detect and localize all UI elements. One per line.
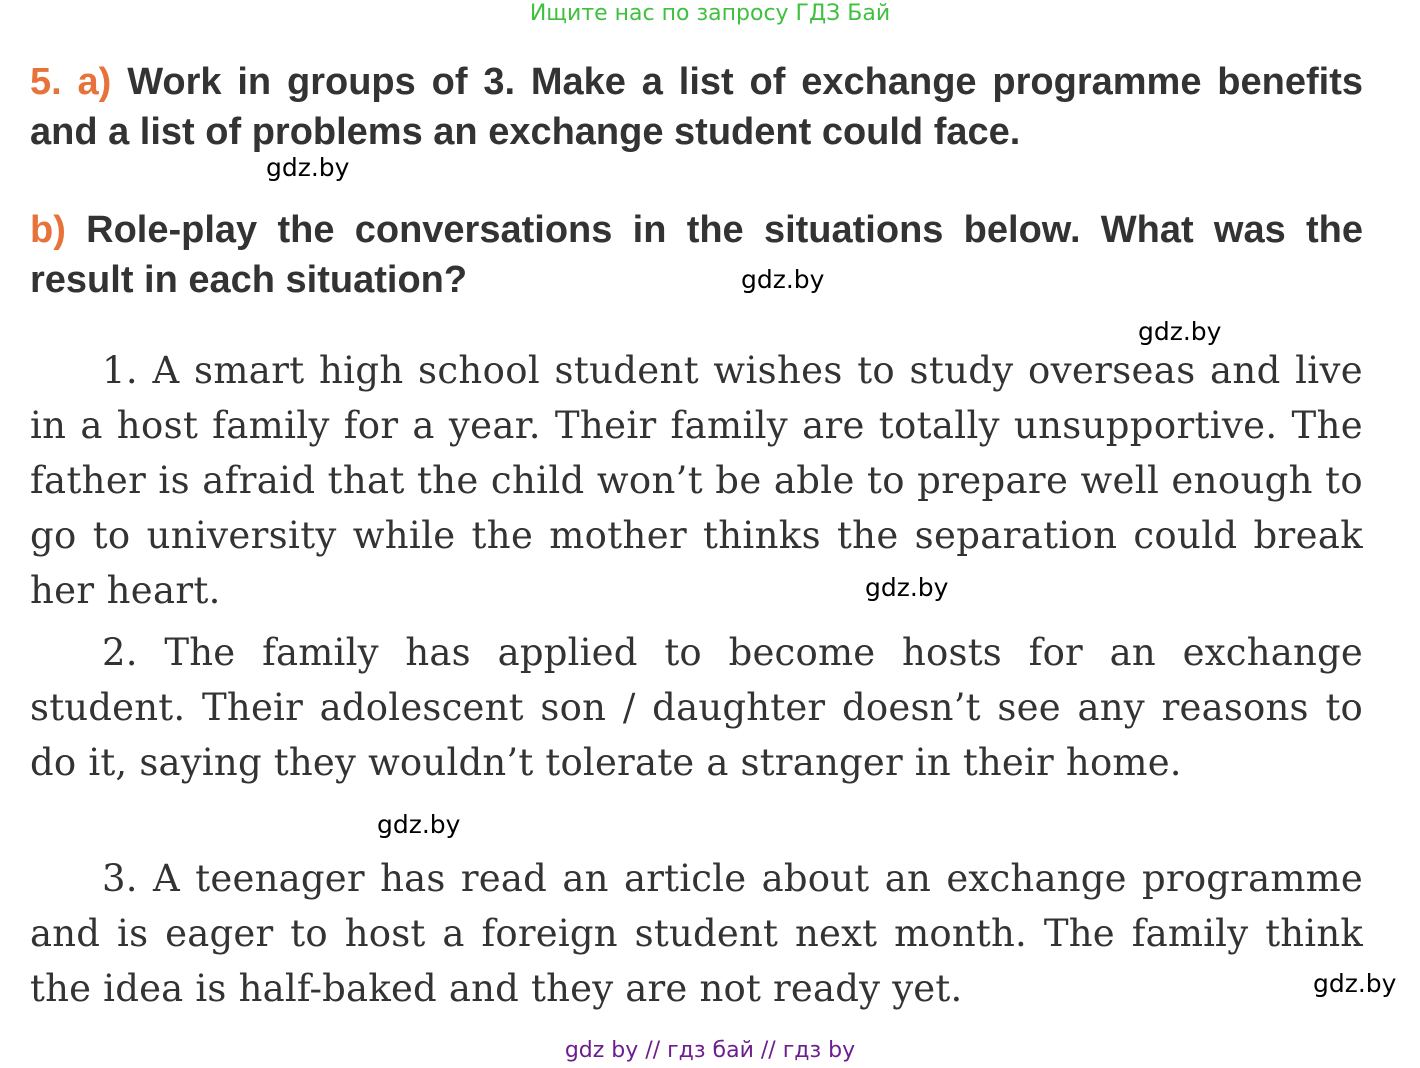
task-5b-text: Role-play the conversations in the situations below. What was the result in each situation? <box>30 209 1364 301</box>
top-banner: Ищите нас по запросу ГДЗ Бай <box>529 1 891 26</box>
watermark: gdz.by <box>1313 969 1397 998</box>
situation-1: 1. A smart high school student wishes to study overseas and live in a host family for a year. Their family are totally unsupportive. The father is afraid that the child won’t be able to prepare well enough to go to university while the mother thinks the separation could break her heart. <box>30 349 1363 612</box>
task-5b <box>30 205 1363 305</box>
watermark: gdz.by <box>266 153 350 182</box>
watermark: gdz.by <box>865 573 949 602</box>
footer-links: gdz by // гдз бай // гдз by <box>564 1038 856 1063</box>
task-5a-text: Work in groups of 3. Make a list of exchange programme benefits and a list of problems an exchange student could face. <box>30 61 1363 153</box>
task-5a <box>30 57 1363 157</box>
task-5a-number: 5. a) <box>30 61 112 103</box>
watermark: gdz.by <box>741 265 825 294</box>
situation-3: 3. A teenager has read an article about an exchange programme and is eager to host a foreign student next month. The family think the idea is half-baked and they are not ready yet. <box>30 857 1363 1010</box>
task-5b-number: b) <box>30 209 66 251</box>
situation-2: 2. The family has applied to become hosts for an exchange student. Their adolescent son / daughter doesn’t see any reasons to do it, saying they wouldn’t tolerate a stranger in their home. <box>30 631 1363 784</box>
watermark: gdz.by <box>1138 317 1222 346</box>
watermark: gdz.by <box>377 810 461 839</box>
